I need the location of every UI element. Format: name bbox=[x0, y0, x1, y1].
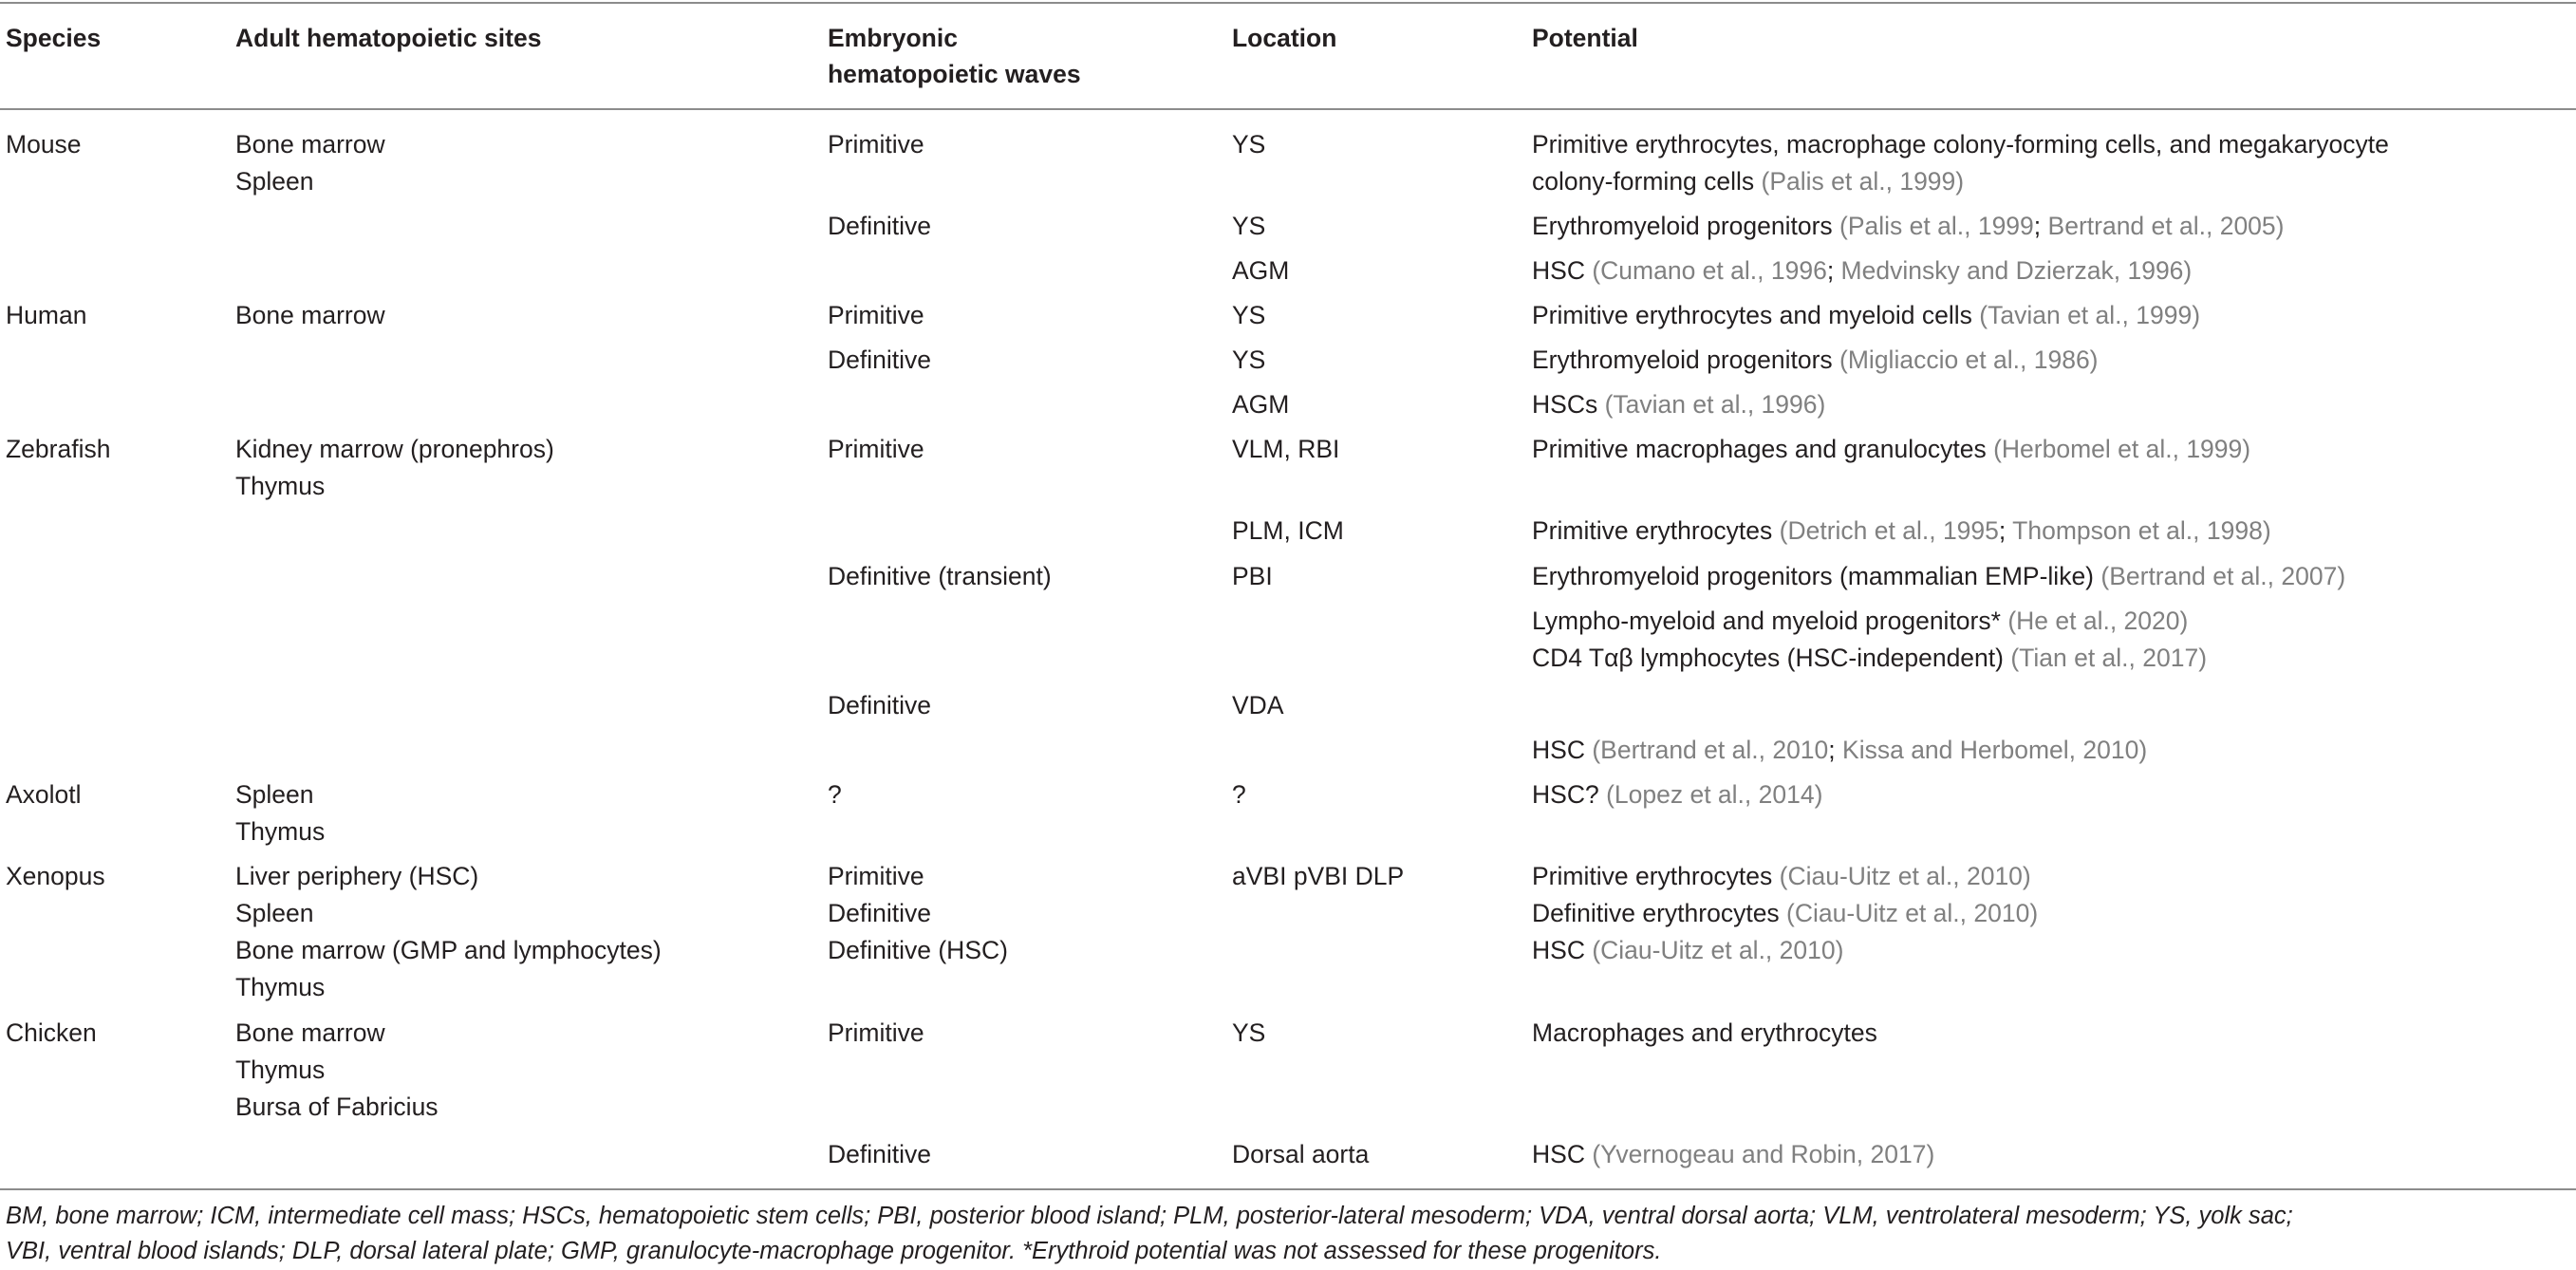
reference-link[interactable]: (Ciau-Uitz et al., 2010) bbox=[1592, 936, 1844, 964]
potential-cell: Primitive erythrocytes (Ciau-Uitz et al., 2010) bbox=[1532, 862, 2031, 890]
header-potential: Potential bbox=[1532, 24, 1638, 52]
reference-link[interactable]: Medvinsky and Dzierzak, 1996) bbox=[1840, 256, 2193, 285]
potential-cell: Lympho-myeloid and myeloid progenitors* (He et al., 2020) bbox=[1532, 607, 2189, 635]
wave-cell: Primitive bbox=[828, 1018, 924, 1047]
site-cell: Bone marrow bbox=[235, 301, 385, 329]
reference-link[interactable]: (Tian et al., 2017) bbox=[2010, 644, 2208, 672]
reference-link[interactable]: (Bertrand et al., 2007) bbox=[2100, 562, 2346, 590]
potential-cell: HSC (Ciau-Uitz et al., 2010) bbox=[1532, 936, 1844, 964]
reference-link[interactable]: Bertrand et al., 2005) bbox=[2047, 212, 2285, 240]
site-cell: Thymus bbox=[235, 973, 326, 1001]
site-cell: Spleen bbox=[235, 899, 314, 927]
location-cell: YS bbox=[1232, 301, 1266, 329]
wave-cell: Primitive bbox=[828, 130, 924, 159]
potential-cell: HSC? (Lopez et al., 2014) bbox=[1532, 780, 1823, 809]
wave-cell: Definitive (transient) bbox=[828, 562, 1052, 590]
footnote-line: VBI, ventral blood islands; DLP, dorsal lateral plate; GMP, granulocyte-macrophage progenitor. *Erythroid potential was not assessed for these progenitors. bbox=[6, 1238, 1662, 1264]
wave-cell: Primitive bbox=[828, 435, 924, 463]
site-cell: Spleen bbox=[235, 780, 314, 809]
reference-link[interactable]: (Ciau-Uitz et al., 2010) bbox=[1786, 899, 2039, 927]
site-cell: Thymus bbox=[235, 817, 326, 846]
location-cell: YS bbox=[1232, 346, 1266, 374]
bottom-rule bbox=[0, 1188, 2576, 1190]
potential-cell: CD4 Tαβ lymphocytes (HSC-independent) (Tian et al., 2017) bbox=[1532, 644, 2208, 672]
header-sites: Adult hematopoietic sites bbox=[235, 24, 542, 52]
top-rule bbox=[0, 2, 2576, 4]
wave-cell: Definitive bbox=[828, 691, 931, 719]
location-cell: VDA bbox=[1232, 691, 1284, 719]
location-cell: AGM bbox=[1232, 256, 1290, 285]
site-cell: Kidney marrow (pronephros) bbox=[235, 435, 554, 463]
potential-cell: HSC (Bertrand et al., 2010; Kissa and Herbomel, 2010) bbox=[1532, 736, 2148, 764]
location-cell: ? bbox=[1232, 780, 1246, 809]
location-cell: YS bbox=[1232, 212, 1266, 240]
reference-link[interactable]: (Migliaccio et al., 1986) bbox=[1839, 346, 2099, 374]
reference-link[interactable]: (Bertrand et al., 2010 bbox=[1592, 736, 1829, 764]
site-cell: Liver periphery (HSC) bbox=[235, 862, 479, 890]
species-cell: Chicken bbox=[6, 1018, 97, 1047]
location-cell: PLM, ICM bbox=[1232, 516, 1344, 545]
header-waves-line1: Embryonic bbox=[828, 24, 958, 52]
reference-link[interactable]: (Yvernogeau and Robin, 2017) bbox=[1592, 1140, 1935, 1168]
wave-cell: Definitive (HSC) bbox=[828, 936, 1008, 964]
location-cell: Dorsal aorta bbox=[1232, 1140, 1370, 1168]
site-cell: Thymus bbox=[235, 472, 326, 500]
reference-link[interactable]: (He et al., 2020) bbox=[2007, 607, 2189, 635]
reference-link[interactable]: (Cumano et al., 1996 bbox=[1592, 256, 1827, 285]
potential-cell: Erythromyeloid progenitors (Migliaccio et al., 1986) bbox=[1532, 346, 2099, 374]
site-cell: Bone marrow bbox=[235, 1018, 385, 1047]
header-waves-line2: hematopoietic waves bbox=[828, 60, 1081, 88]
reference-link[interactable]: (Ciau-Uitz et al., 2010) bbox=[1779, 862, 2031, 890]
species-cell: Human bbox=[6, 301, 87, 329]
location-cell: PBI bbox=[1232, 562, 1273, 590]
species-cell: Zebrafish bbox=[6, 435, 111, 463]
wave-cell: Primitive bbox=[828, 862, 924, 890]
location-cell: YS bbox=[1232, 130, 1266, 159]
potential-cell: Primitive macrophages and granulocytes (Herbomel et al., 1999) bbox=[1532, 435, 2251, 463]
potential-cell: HSCs (Tavian et al., 1996) bbox=[1532, 390, 1826, 419]
reference-link[interactable]: (Tavian et al., 1996) bbox=[1604, 390, 1826, 419]
potential-cell: Macrophages and erythrocytes bbox=[1532, 1018, 1877, 1047]
wave-cell: ? bbox=[828, 780, 842, 809]
reference-link[interactable]: (Detrich et al., 1995 bbox=[1779, 516, 1999, 545]
location-cell: AGM bbox=[1232, 390, 1290, 419]
footnote-line: BM, bone marrow; ICM, intermediate cell mass; HSCs, hematopoietic stem cells; PBI, posterior blood island; PLM, posterior-lateral mesoderm; VDA, ventral dorsal aorta; VLM, ventrolateral mesoderm; YS, yolk sac; bbox=[6, 1203, 2293, 1229]
wave-cell: Definitive bbox=[828, 899, 931, 927]
location-cell: aVBI pVBI DLP bbox=[1232, 862, 1405, 890]
header-location: Location bbox=[1232, 24, 1337, 52]
reference-link[interactable]: (Tavian et al., 1999) bbox=[1979, 301, 2201, 329]
species-cell: Mouse bbox=[6, 130, 82, 159]
reference-link[interactable]: (Palis et al., 1999) bbox=[1761, 167, 1965, 196]
reference-link[interactable]: (Herbomel et al., 1999) bbox=[1993, 435, 2251, 463]
site-cell: Bone marrow bbox=[235, 130, 385, 159]
site-cell: Spleen bbox=[235, 167, 314, 196]
location-cell: YS bbox=[1232, 1018, 1266, 1047]
site-cell: Bursa of Fabricius bbox=[235, 1093, 439, 1121]
wave-cell: Definitive bbox=[828, 212, 931, 240]
species-cell: Xenopus bbox=[6, 862, 105, 890]
potential-cell: Primitive erythrocytes, macrophage colony-forming cells, and megakaryocyte bbox=[1532, 130, 2389, 159]
potential-cell: Primitive erythrocytes and myeloid cells (Tavian et al., 1999) bbox=[1532, 301, 2201, 329]
potential-cell: Primitive erythrocytes (Detrich et al., 1995; Thompson et al., 1998) bbox=[1532, 516, 2271, 545]
potential-cell: HSC (Yvernogeau and Robin, 2017) bbox=[1532, 1140, 1935, 1168]
wave-cell: Primitive bbox=[828, 301, 924, 329]
species-cell: Axolotl bbox=[6, 780, 82, 809]
potential-cell: Definitive erythrocytes (Ciau-Uitz et al., 2010) bbox=[1532, 899, 2039, 927]
site-cell: Bone marrow (GMP and lymphocytes) bbox=[235, 936, 662, 964]
reference-link[interactable]: Thompson et al., 1998) bbox=[2012, 516, 2271, 545]
potential-cell: colony-forming cells (Palis et al., 1999) bbox=[1532, 167, 1965, 196]
wave-cell: Definitive bbox=[828, 1140, 931, 1168]
reference-link[interactable]: (Palis et al., 1999 bbox=[1839, 212, 2034, 240]
wave-cell: Definitive bbox=[828, 346, 931, 374]
potential-cell: Erythromyeloid progenitors (Palis et al., 1999; Bertrand et al., 2005) bbox=[1532, 212, 2285, 240]
header-rule bbox=[0, 108, 2576, 110]
site-cell: Thymus bbox=[235, 1055, 326, 1084]
location-cell: VLM, RBI bbox=[1232, 435, 1340, 463]
header-species: Species bbox=[6, 24, 102, 52]
potential-cell: HSC (Cumano et al., 1996; Medvinsky and Dzierzak, 1996) bbox=[1532, 256, 2193, 285]
reference-link[interactable]: Kissa and Herbomel, 2010) bbox=[1842, 736, 2148, 764]
reference-link[interactable]: (Lopez et al., 2014) bbox=[1606, 780, 1823, 809]
potential-cell: Erythromyeloid progenitors (mammalian EMP-like) (Bertrand et al., 2007) bbox=[1532, 562, 2346, 590]
